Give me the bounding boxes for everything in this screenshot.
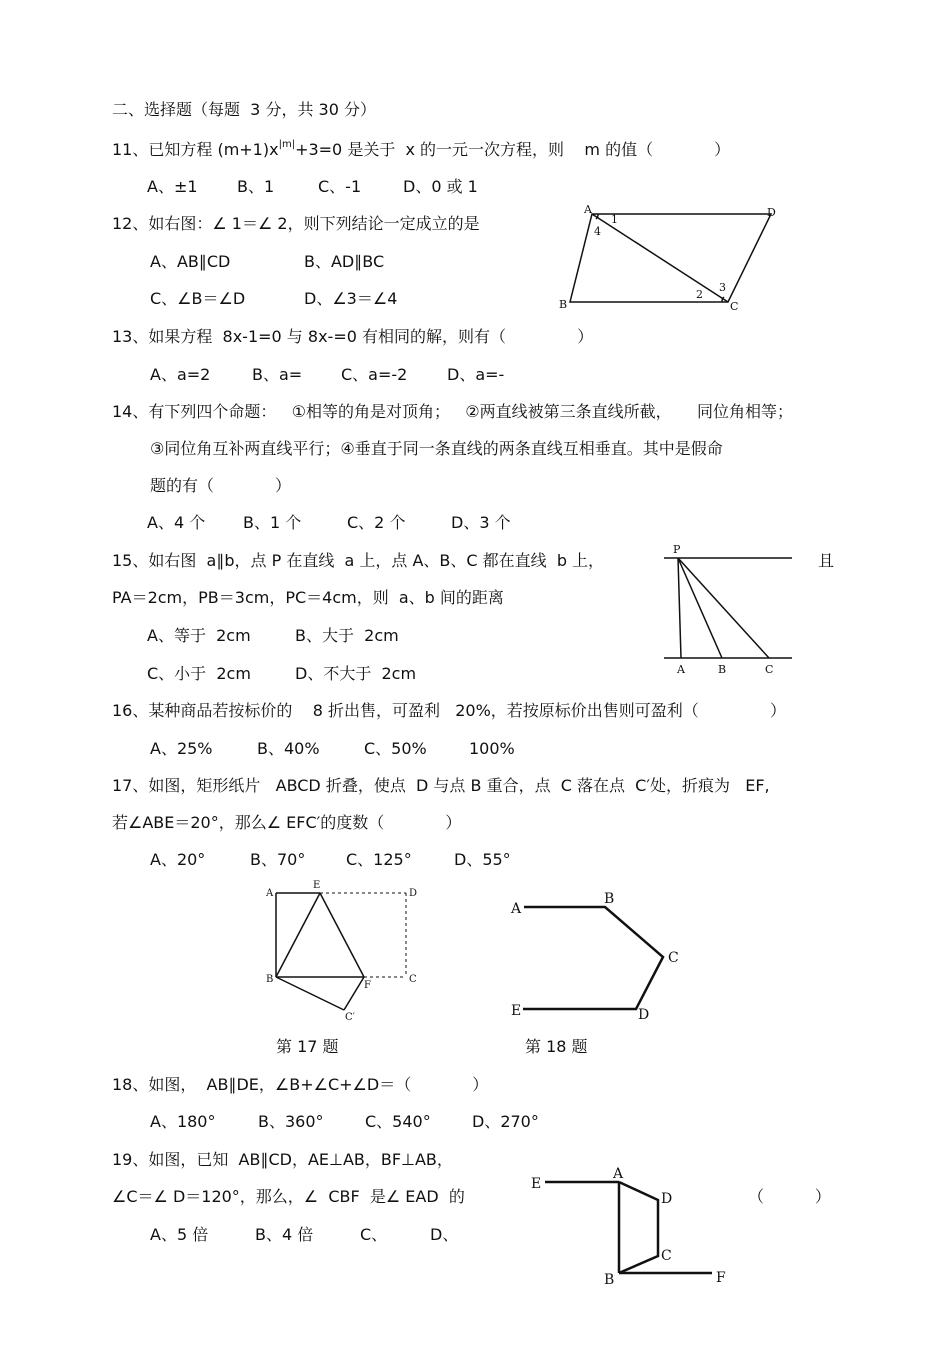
q15-label-b: B (718, 663, 727, 676)
q14-option-b[interactable]: B、1 个 (243, 513, 302, 532)
q13-option-c[interactable]: C、a=-2 (341, 365, 408, 384)
q15-option-a[interactable]: A、等于 2cm (147, 626, 251, 645)
q19-option-a[interactable]: A、5 倍 (150, 1225, 209, 1244)
q18-option-c[interactable]: C、540° (365, 1112, 431, 1131)
q18-option-d[interactable]: D、270° (472, 1112, 539, 1131)
q12-option-a[interactable]: A、AB∥CD (150, 252, 231, 271)
q17-label-d: D (409, 888, 418, 899)
q12-option-d[interactable]: D、∠3＝∠4 (304, 289, 398, 308)
q16-option-a[interactable]: A、25% (150, 739, 213, 758)
q17-option-c[interactable]: C、125° (346, 850, 412, 869)
q12-label-d: D (767, 206, 776, 219)
q12-label-b: B (559, 298, 568, 311)
q19-line1: 19、如图，已知 AB∥CD，AE⊥AB，BF⊥AB， (112, 1150, 453, 1169)
q15-option-d[interactable]: D、不大于 2cm (295, 664, 417, 683)
q15-line2: PA＝2cm，PB＝3cm，PC＝4cm，则 a、b 间的距离 (112, 588, 504, 607)
q19-answer-paren: （ ） (748, 1187, 831, 1206)
q17-line2: 若∠ABE＝20°，那么∠ EFC′的度数（ ） (112, 813, 462, 832)
q13-stem: 13、如果方程 8x-1=0 与 8x-=0 有相同的解，则有（ ） (112, 327, 594, 346)
q15-label-a: A (677, 663, 685, 676)
q15-line1: 15、如右图 a∥b，点 P 在直线 a 上，点 A、B、C 都在直线 b 上， (112, 551, 605, 570)
section-title: 二、选择题（每题 3 分，共 30 分） (112, 100, 376, 119)
q15-label-p: P (673, 543, 681, 556)
q17-label-c: C (409, 974, 417, 985)
q15-label-c: C (765, 663, 774, 676)
q19-polyline-adcb (619, 1182, 658, 1273)
q11-option-d[interactable]: D、0 或 1 (403, 177, 478, 196)
q13-option-a[interactable]: A、a=2 (150, 365, 211, 384)
q18-label-c: C (668, 950, 679, 966)
q18-caption: 第 18 题 (525, 1037, 588, 1056)
q19-option-c[interactable]: C、 (360, 1225, 388, 1244)
q14-line1: 14、有下列四个命题： ①相等的角是对顶角； ②两直线被第三条直线所截， 同位角相等； (112, 402, 793, 421)
q18-label-e: E (511, 1003, 522, 1019)
q19-label-f: F (716, 1270, 726, 1286)
q16-option-c[interactable]: C、50% (364, 739, 427, 758)
q18-stem: 18、如图， AB∥DE，∠B+∠C+∠D＝（ ） (112, 1075, 489, 1094)
q11-option-b[interactable]: B、1 (237, 177, 275, 196)
q12-option-c[interactable]: C、∠B＝∠D (150, 289, 246, 308)
q17-label-e: E (313, 880, 321, 891)
q12-label-1: 1 (611, 213, 618, 226)
q17-caption: 第 17 题 (276, 1037, 339, 1056)
q13-option-b[interactable]: B、a= (252, 365, 303, 384)
q19-label-a: A (613, 1166, 624, 1182)
q11-exponent: |m| (278, 139, 296, 150)
q16-option-b[interactable]: B、40% (257, 739, 320, 758)
q16-option-d[interactable]: 100% (469, 739, 515, 758)
q19-label-b: B (604, 1272, 615, 1288)
q16-stem: 16、某种商品若按标价的 8 折出售，可盈利 20%，若按原标价出售则可盈利（ ） (112, 701, 786, 720)
q15-option-c[interactable]: C、小于 2cm (147, 664, 251, 683)
q14-option-d[interactable]: D、3 个 (451, 513, 511, 532)
q12-stem: 12、如右图：∠ 1＝∠ 2，则下列结论一定成立的是 (112, 214, 480, 233)
q12-label-3: 3 (719, 281, 726, 294)
q14-line2: ③同位角互补两直线平行；④垂直于同一条直线的两条直线互相垂直。其中是假命 (150, 439, 723, 458)
q11-stem-b: +3=0 是关于 x 的一元一次方程，则 m 的值（ ） (295, 140, 731, 159)
q17-label-f: F (364, 980, 371, 991)
q19-line2: ∠C＝∠ D＝120°，那么，∠ CBF 是∠ EAD 的 (112, 1187, 465, 1206)
q18-option-b[interactable]: B、360° (258, 1112, 324, 1131)
q18-label-d: D (638, 1007, 650, 1023)
q12-label-4: 4 (594, 225, 601, 238)
q14-option-a[interactable]: A、4 个 (147, 513, 206, 532)
q12-label-2: 2 (696, 288, 703, 301)
q19-option-d[interactable]: D、 (430, 1225, 459, 1244)
q12-label-c: C (730, 300, 739, 313)
q11-option-a[interactable]: A、±1 (147, 177, 198, 196)
q18-label-b: B (604, 891, 615, 907)
q15-option-b[interactable]: B、大于 2cm (295, 626, 399, 645)
q19-label-d: D (661, 1191, 673, 1207)
q19-option-b[interactable]: B、4 倍 (255, 1225, 314, 1244)
q14-option-c[interactable]: C、2 个 (347, 513, 406, 532)
q12-label-a: A (584, 203, 592, 216)
q17-option-b[interactable]: B、70° (250, 850, 306, 869)
q17-label-b: B (266, 974, 274, 985)
q11-stem-a: 11、已知方程 (m+1)x (112, 140, 279, 159)
q11-option-c[interactable]: C、-1 (318, 177, 362, 196)
q17-option-a[interactable]: A、20° (150, 850, 206, 869)
q17-option-d[interactable]: D、55° (454, 850, 511, 869)
q17-label-a: A (266, 888, 274, 899)
q12-option-b[interactable]: B、AD∥BC (304, 252, 385, 271)
q19-label-e: E (531, 1176, 542, 1192)
q19-label-c: C (661, 1248, 672, 1264)
q14-line3: 题的有（ ） (150, 476, 292, 495)
q18-option-a[interactable]: A、180° (150, 1112, 216, 1131)
q13-option-d[interactable]: D、a=- (447, 365, 505, 384)
q17-label-c-prime: C′ (345, 1012, 355, 1023)
q18-label-a: A (511, 901, 522, 917)
q17-line1: 17、如图，矩形纸片 ABCD 折叠，使点 D 与点 B 重合，点 C 落在点 C′处，折痕为 EF, (112, 776, 770, 795)
q15-line1-end: 且 (818, 551, 835, 570)
